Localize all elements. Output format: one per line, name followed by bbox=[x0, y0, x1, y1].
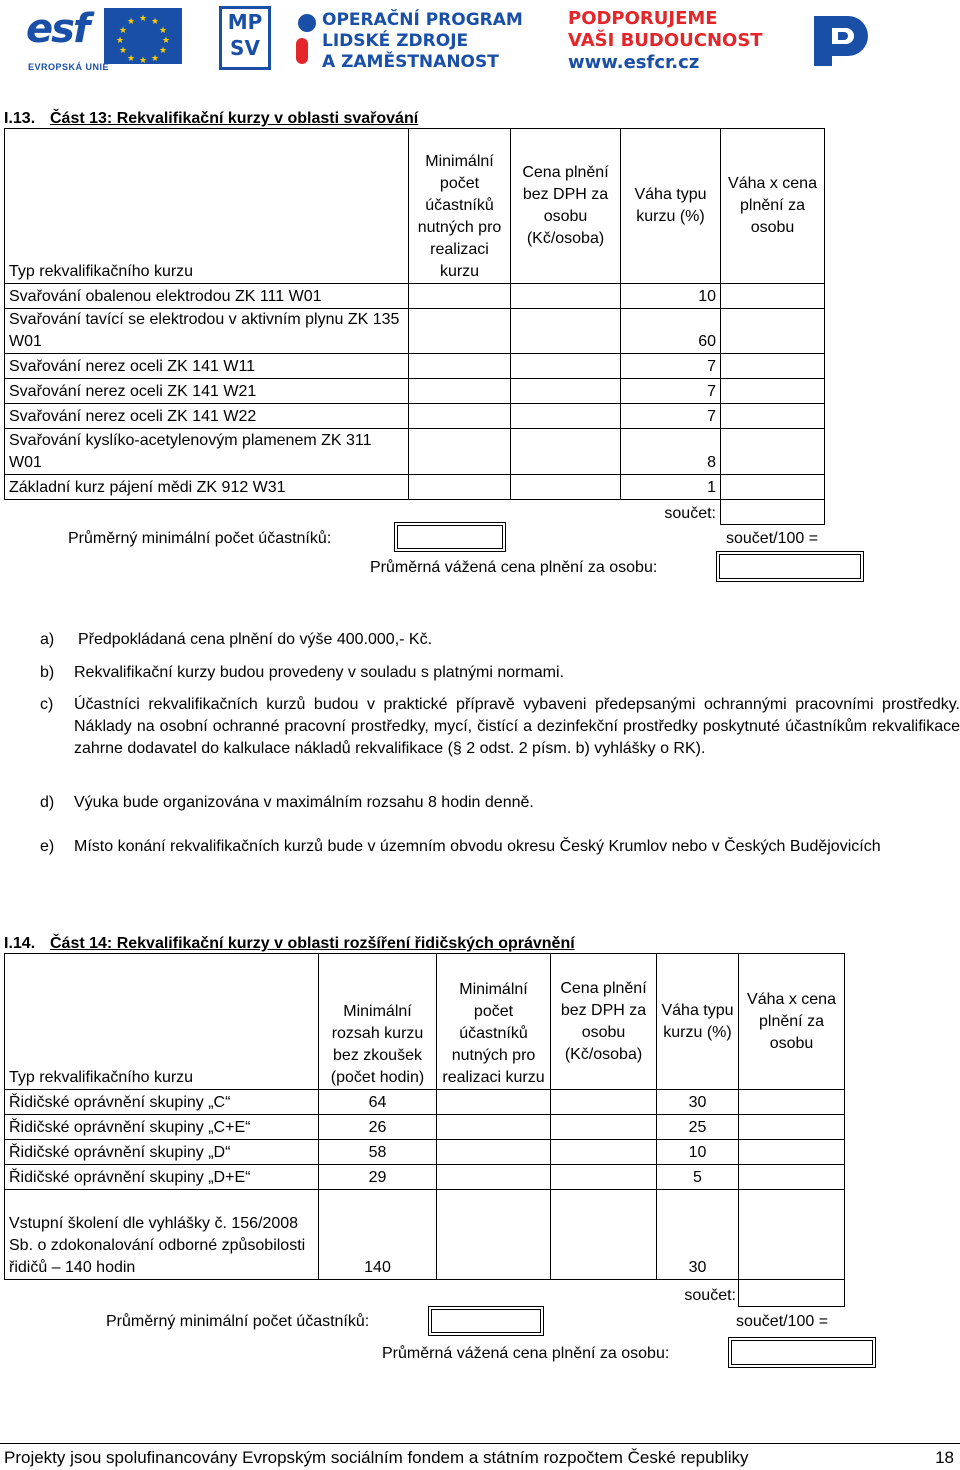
course-type: Svařování kyslíko-acetylenovým plamenem ZK 311 W01 bbox=[5, 429, 409, 475]
esf-logo-text: esf bbox=[26, 6, 89, 52]
table-row bbox=[5, 1115, 875, 1140]
note-text: Výuka bude organizována v maximálním rozsahu 8 hodin denně. bbox=[74, 794, 534, 811]
course-type: Svařování obalenou elektrodou ZK 111 W01 bbox=[5, 284, 409, 309]
course-hours: 64 bbox=[319, 1090, 437, 1115]
op-figure-icon bbox=[296, 38, 308, 64]
part13-table bbox=[4, 128, 875, 525]
part13-title-text: Část 13: Rekvalifikační kurzy v oblasti svařování bbox=[50, 110, 419, 127]
note-text: Předpokládaná cena plnění do výše 400.000,- Kč. bbox=[78, 631, 433, 648]
course-type: Řidičské oprávnění skupiny „D“ bbox=[5, 1140, 319, 1165]
part14-table bbox=[4, 953, 875, 1307]
part14-sum-label: součet: bbox=[684, 1286, 736, 1304]
op-line2: LIDSKÉ ZDROJE bbox=[322, 31, 469, 51]
table-row bbox=[5, 475, 875, 500]
note-text: Místo konání rekvalifikačních kurzů bude v územním obvodu okresu Český Krumlov nebo v Českých Budějovicích bbox=[74, 838, 881, 855]
course-weight: 30 bbox=[657, 1090, 739, 1115]
note-text: Rekvalifikační kurzy budou provedeny v souladu s platnými normami. bbox=[74, 664, 565, 681]
part13-number: I.13. bbox=[4, 110, 36, 127]
part14-header-row bbox=[5, 954, 875, 1090]
mpsv-logo bbox=[219, 6, 271, 70]
part13-avg-min-field[interactable] bbox=[394, 522, 506, 552]
op-line1: OPERAČNÍ PROGRAM bbox=[322, 10, 523, 30]
course-weight: 7 bbox=[621, 404, 721, 429]
mpsv-top: MP bbox=[227, 10, 263, 34]
support-line1: PODPORUJEME bbox=[568, 8, 718, 29]
course-hours: 140 bbox=[319, 1190, 437, 1280]
part14-sum-row bbox=[5, 1280, 875, 1307]
table-row bbox=[5, 429, 875, 475]
part13-sum-div-label: součet/100 = bbox=[726, 530, 819, 547]
part14-avg-min-label: Průměrný minimální počet účastníků: bbox=[106, 1313, 370, 1330]
part14-head-price: Cena plnění bez DPH za osobu (Kč/osoba) bbox=[551, 954, 657, 1090]
course-hours: 26 bbox=[319, 1115, 437, 1140]
part14-head-type: Typ rekvalifikačního kurzu bbox=[5, 954, 319, 1090]
table-row bbox=[5, 284, 875, 309]
course-type: Řidičské oprávnění skupiny „C“ bbox=[5, 1090, 319, 1115]
course-weight: 25 bbox=[657, 1115, 739, 1140]
course-weight: 7 bbox=[621, 379, 721, 404]
part13-title bbox=[4, 110, 418, 128]
course-type: Řidičské oprávnění skupiny „D+E“ bbox=[5, 1165, 319, 1190]
part13-head-min: Minimální počet účastníků nutných pro realizaci kurzu bbox=[409, 129, 511, 284]
course-weight: 10 bbox=[657, 1140, 739, 1165]
eu-flag-icon bbox=[104, 8, 182, 64]
course-weight: 10 bbox=[621, 284, 721, 309]
part14-head-weight: Váha typu kurzu (%) bbox=[657, 954, 739, 1090]
part13-head-weight: Váha typu kurzu (%) bbox=[621, 129, 721, 284]
support-logo bbox=[568, 8, 763, 74]
course-weight: 30 bbox=[657, 1190, 739, 1280]
part13-avg-min-label: Průměrný minimální počet účastníků: bbox=[68, 530, 332, 547]
course-weight: 7 bbox=[621, 354, 721, 379]
eu-stars-icon: ★ ★ ★ ★ ★ ★ ★ ★ ★ ★ ★ ★ bbox=[116, 13, 171, 65]
note-label: e) bbox=[40, 838, 55, 855]
part13-head-type: Typ rekvalifikačního kurzu bbox=[5, 129, 409, 284]
support-line2: VAŠI BUDOUCNOST bbox=[568, 30, 763, 51]
list-item bbox=[40, 662, 960, 684]
course-type: Svařování nerez oceli ZK 141 W22 bbox=[5, 404, 409, 429]
support-url: www.esfcr.cz bbox=[568, 52, 700, 73]
esf-logo bbox=[26, 6, 88, 52]
part13-sum-label: součet: bbox=[664, 504, 716, 522]
table-row bbox=[5, 1090, 875, 1115]
table-row bbox=[5, 1165, 875, 1190]
course-type: Řidičské oprávnění skupiny „C+E“ bbox=[5, 1115, 319, 1140]
table-row bbox=[5, 1190, 875, 1280]
course-type: Vstupní školení dle vyhlášky č. 156/2008 Sb. o zdokonalování odborné způsobilosti řidičů – 140 hodin bbox=[5, 1190, 319, 1280]
list-item bbox=[40, 836, 960, 858]
part13-avg-weighted-label: Průměrná vážená cena plnění za osobu: bbox=[370, 559, 658, 576]
course-hours: 29 bbox=[319, 1165, 437, 1190]
logo-bar bbox=[0, 0, 960, 88]
op-logo bbox=[322, 10, 523, 73]
page-number: 18 bbox=[935, 1448, 954, 1467]
part14-avg-min-field[interactable] bbox=[428, 1306, 544, 1336]
part14-head-hours: Minimální rozsah kurzu bez zkoušek (počet hodin) bbox=[319, 954, 437, 1090]
table-row bbox=[5, 1140, 875, 1165]
table-row bbox=[5, 379, 875, 404]
part13-head-price: Cena plnění bez DPH za osobu (Kč/osoba) bbox=[511, 129, 621, 284]
p-logo-icon bbox=[808, 10, 870, 70]
part14-title-text: Část 14: Rekvalifikační kurzy v oblasti rozšíření řidičských oprávnění bbox=[50, 935, 575, 952]
table-row bbox=[5, 309, 875, 354]
table-row bbox=[5, 354, 875, 379]
part14-sum-div-label: součet/100 = bbox=[736, 1313, 829, 1330]
list-item bbox=[40, 792, 960, 814]
op-dot-icon bbox=[298, 14, 316, 32]
eu-label: EVROPSKÁ UNIE bbox=[28, 62, 110, 72]
note-label: d) bbox=[40, 794, 55, 811]
op-line3: A ZAMĚSTNANOST bbox=[322, 52, 499, 72]
note-label: c) bbox=[40, 696, 54, 713]
part13-sum-row bbox=[5, 500, 875, 525]
course-weight: 60 bbox=[621, 309, 721, 354]
course-type: Svařování nerez oceli ZK 141 W11 bbox=[5, 354, 409, 379]
note-text: Účastníci rekvalifikačních kurzů budou v praktické přípravě vybaveni předepsanými ochrannými pracovními prostředky. Náklady na osobní ochranné pracovní prostředky, mycí, čistící a dezinfekční prostředky poskytnuté účastníkům rekvalifikace zahrne dodavatel do kalkulace nákladů rekvalifikace (§ 2 odst. 2 písm. b) vyhlášky o RK). bbox=[74, 696, 960, 757]
course-weight: 8 bbox=[621, 429, 721, 475]
list-item bbox=[40, 629, 960, 651]
footer-text: Projekty jsou spolufinancovány Evropským sociálním fondem a státním rozpočtem České republiky bbox=[4, 1448, 749, 1467]
course-weight: 5 bbox=[657, 1165, 739, 1190]
part14-head-weighted: Váha x cena plnění za osobu bbox=[739, 954, 845, 1090]
note-label: a) bbox=[40, 631, 55, 648]
note-label: b) bbox=[40, 664, 55, 681]
mpsv-bottom: SV bbox=[230, 36, 260, 60]
part14-avg-weighted-label: Průměrná vážená cena plnění za osobu: bbox=[382, 1345, 670, 1362]
part14-avg-weighted-field[interactable] bbox=[728, 1337, 876, 1368]
course-weight: 1 bbox=[621, 475, 721, 500]
course-type: Základní kurz pájení mědi ZK 912 W31 bbox=[5, 475, 409, 500]
part14-title bbox=[4, 935, 575, 953]
table-row bbox=[5, 404, 875, 429]
list-item bbox=[40, 694, 960, 760]
part13-head-weighted: Váha x cena plnění za osobu bbox=[721, 129, 825, 284]
course-type: Svařování nerez oceli ZK 141 W21 bbox=[5, 379, 409, 404]
part13-header-row bbox=[5, 129, 875, 284]
part13-avg-weighted-field[interactable] bbox=[716, 551, 864, 582]
part14-number: I.14. bbox=[4, 935, 36, 952]
part14-head-min: Minimální počet účastníků nutných pro realizaci kurzu bbox=[437, 954, 551, 1090]
footer-divider bbox=[0, 1443, 960, 1444]
course-type: Svařování tavící se elektrodou v aktivním plynu ZK 135 W01 bbox=[5, 309, 409, 354]
course-hours: 58 bbox=[319, 1140, 437, 1165]
